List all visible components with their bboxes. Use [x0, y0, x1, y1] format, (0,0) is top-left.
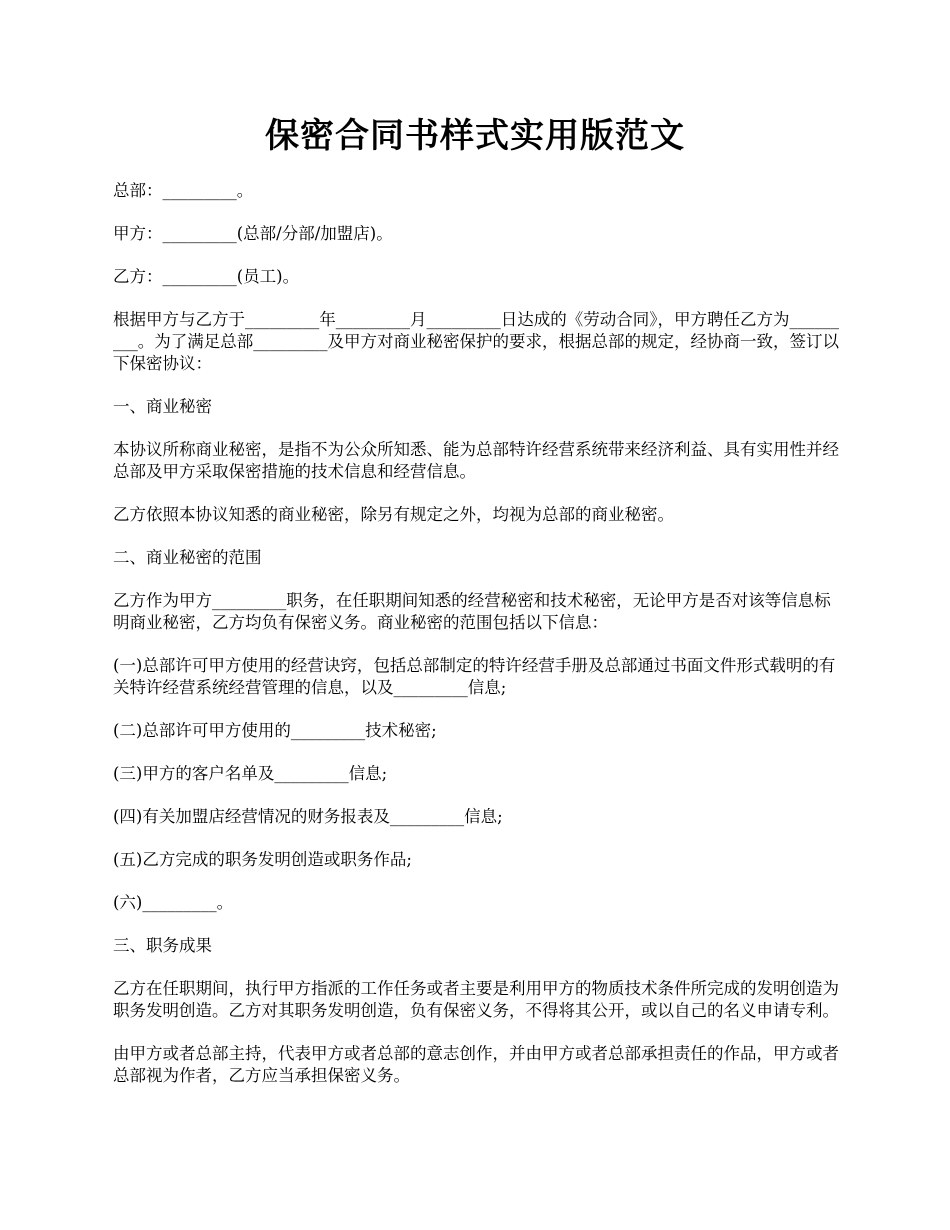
headquarters-line: 总部：_________。	[113, 181, 254, 200]
party-a-line: 甲方：_________(总部/分部/加盟店)。	[113, 224, 393, 243]
scope-note-paragraph: 乙方依照本协议知悉的商业秘密，除另有规定之外，均视为总部的商业秘密。	[113, 505, 674, 524]
preamble-paragraph: 根据甲方与乙方于_________年_________月_________日达成的《劳动合同》，甲方聘任乙方为_________。为了满足总部_________及甲方对商业秘密保护的要求，根据总部的规定，经协商一致，签订以下保密协议：	[113, 310, 839, 373]
list-item-3: (三)甲方的客户名单及_________信息;	[113, 764, 388, 783]
document-title: 保密合同书样式实用版范文	[265, 116, 685, 156]
list-item-5: (五)乙方完成的职务发明创造或职务作品;	[113, 850, 412, 869]
document-body	[113, 180, 840, 1108]
section-heading-1: 一、商业秘密	[113, 397, 212, 416]
section-heading-2: 二、商业秘密的范围	[113, 548, 262, 567]
list-item-2: (二)总部许可甲方使用的_________技术秘密;	[113, 721, 437, 740]
definition-paragraph: 本协议所称商业秘密，是指不为公众所知悉、能为总部特许经营系统带来经济利益、具有实用性并经总部及甲方采取保密措施的技术信息和经营信息。	[113, 440, 839, 481]
party-b-line: 乙方：_________(员工)。	[113, 267, 300, 286]
section-heading-3: 三、职务成果	[113, 936, 212, 955]
list-item-1: (一)总部许可甲方使用的经营诀窍，包括总部制定的特许经营手册及总部通过书面文件形式载明的有关特许经营系统经营管理的信息，以及_________信息;	[113, 656, 836, 697]
list-item-4: (四)有关加盟店经营情况的财务报表及_________信息;	[113, 807, 503, 826]
obligation-paragraph: 乙方作为甲方_________职务，在任职期间知悉的经营秘密和技术秘密，无论甲方是否对该等信息标明商业秘密，乙方均负有保密义务。商业秘密的范围包括以下信息：	[113, 591, 831, 632]
list-item-6: (六)_________。	[113, 893, 234, 912]
work-results-paragraph: 乙方在任职期间，执行甲方指派的工作任务或者主要是利用甲方的物质技术条件所完成的发明创造为职务发明创造。乙方对其职务发明创造，负有保密义务，不得将其公开，或以自己的名义申请专利。	[113, 979, 839, 1020]
works-authorship-paragraph: 由甲方或者总部主持，代表甲方或者总部的意志创作，并由甲方或者总部承担责任的作品，甲方或者总部视为作者，乙方应当承担保密义务。	[113, 1044, 839, 1085]
